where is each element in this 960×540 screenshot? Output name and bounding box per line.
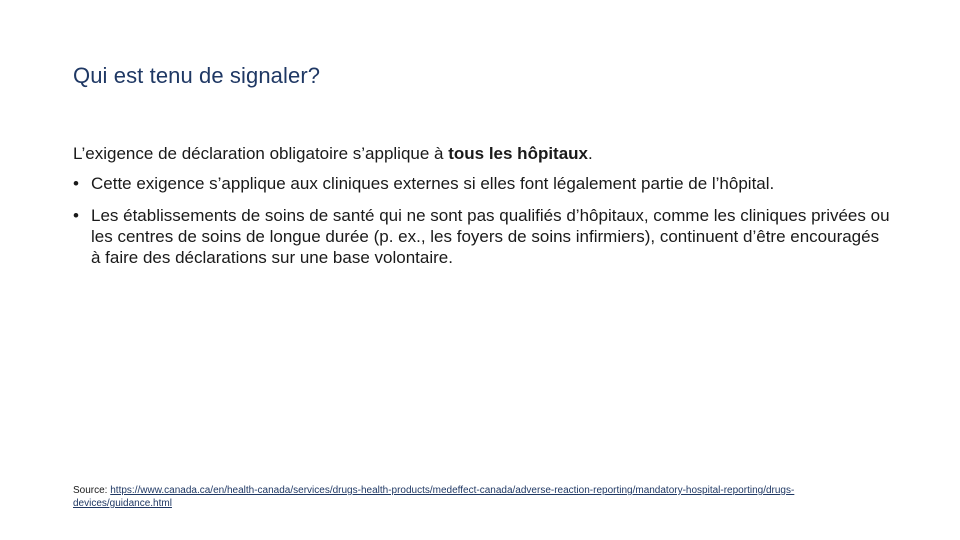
source-label: Source:: [73, 485, 111, 496]
list-item: [73, 205, 893, 268]
intro-prefix: L’exigence de déclaration obligatoire s’applique à: [73, 144, 449, 163]
intro-suffix: .: [588, 144, 593, 163]
bullet-icon: •: [73, 174, 79, 193]
list-item: [73, 173, 893, 194]
bullet-text: Les établissements de soins de santé qui ne sont pas qualifiés d’hôpitaux, comme les cliniques privées ou les centres de soins de longue durée (p. ex., les foyers de soins infirmiers), continuent d’être encouragés à faire des déclarations sur une base volontaire.: [91, 206, 890, 267]
slide-body: [73, 143, 893, 279]
bullet-list: [73, 173, 893, 268]
bullet-icon: •: [73, 206, 79, 225]
source-link[interactable]: https://www.canada.ca/en/health-canada/services/drugs-health-products/medeffect-canada/adverse-reaction-reporting/mandatory-hospital-reporting/drugs-devices/guidance.html: [73, 485, 795, 509]
intro-emphasis: tous les hôpitaux: [448, 144, 589, 163]
source-citation: [73, 484, 833, 510]
slide-title: Qui est tenu de signaler?: [73, 63, 321, 88]
intro-paragraph: [73, 143, 893, 164]
bullet-text: Cette exigence s’applique aux cliniques externes si elles font légalement partie de l’hôpital.: [91, 174, 775, 193]
